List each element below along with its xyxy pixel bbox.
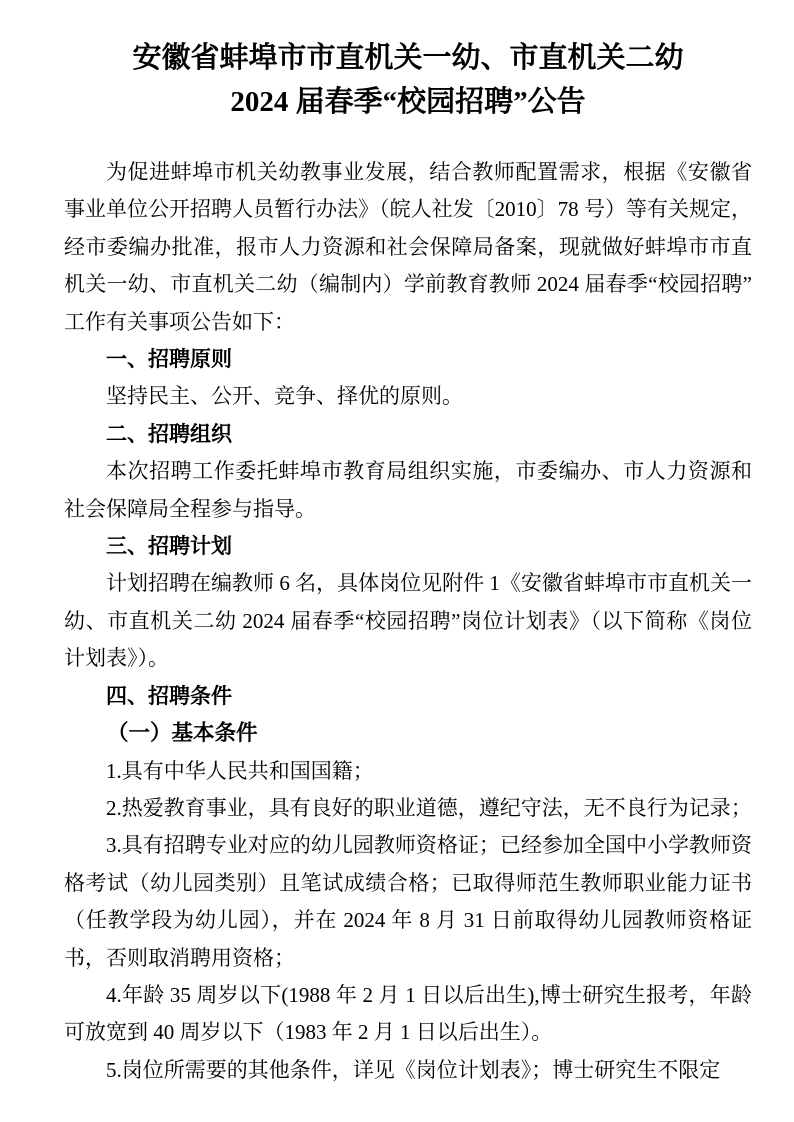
title-line-1: 安徽省蚌埠市市直机关一幼、市直机关二幼 [132, 42, 684, 74]
condition-item-1: 1.具有中华人民共和国国籍； [106, 758, 374, 783]
heading-recruitment-principles: 一、招聘原则 [106, 348, 232, 372]
paragraph-plan: 计划招聘在编教师 6 名，具体岗位见附件 1《安徽省蚌埠市市直机关一幼、市直机关二幼 2024 届春季“校园招聘”岗位计划表》（以下简称《岗位计划表》）。 [64, 571, 752, 671]
heading-recruitment-organization: 二、招聘组织 [106, 422, 232, 446]
condition-item-5: 5.岗位所需要的其他条件，详见《岗位计划表》；博士研究生不限定 [106, 1057, 721, 1082]
title-line-2: 2024 届春季“校园招聘”公告 [230, 86, 586, 118]
condition-item-4: 4.年龄 35 周岁以下(1988 年 2 月 1 日以后出生),博士研究生报考，年龄可放宽到 40 周岁以下（1983 年 2 月 1 日以后出生）。 [64, 982, 752, 1045]
heading-recruitment-plan: 三、招聘计划 [106, 535, 232, 559]
subheading-basic-conditions: （一）基本条件 [107, 721, 258, 746]
intro-paragraph: 为促进蚌埠市机关幼教事业发展，结合教师配置需求，根据《安徽省事业单位公开招聘人员暂行办法》（皖人社发〔2010〕78 号）等有关规定，经市委编办批准，报市人力资源和社会保障局备案，现就做好蚌埠市市直机关一幼、市直机关二幼（编制内）学前教育教师 2024 届春季“校园招聘”工作有关事项公告如下： [64, 160, 752, 334]
paragraph-principles: 坚持民主、公开、竞争、择优的原则。 [106, 384, 463, 409]
condition-item-2: 2.热爱教育事业，具有良好的职业道德，遵纪守法，无不良行为记录； [106, 795, 752, 820]
condition-item-3: 3.具有招聘专业对应的幼儿园教师资格证；已经参加全国中小学教师资格考试（幼儿园类别）且笔试成绩合格；已取得师范生教师职业能力证书（任教学段为幼儿园），并在 2024 年 8 月 31 日前取得幼儿园教师资格证书，否则取消聘用资格； [64, 833, 752, 970]
announcement-title [64, 36, 752, 124]
heading-recruitment-conditions: 四、招聘条件 [106, 684, 232, 708]
paragraph-organization: 本次招聘工作委托蚌埠市教育局组织实施，市委编办、市人力资源和社会保障局全程参与指导。 [64, 459, 752, 521]
